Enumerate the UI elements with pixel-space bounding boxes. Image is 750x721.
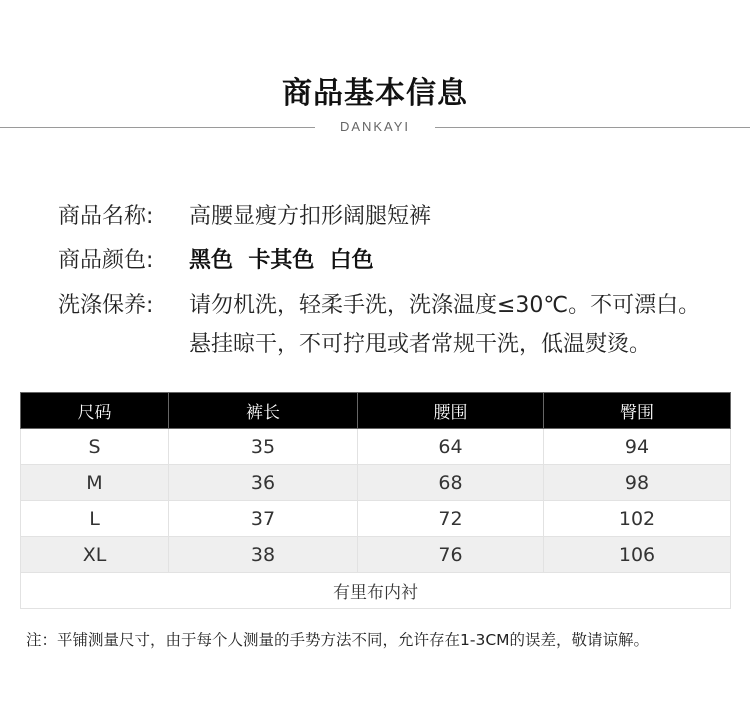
cell-length: 36 <box>169 465 358 501</box>
cell-waist: 72 <box>358 501 544 537</box>
table-row <box>21 465 731 501</box>
cell-hip: 94 <box>544 429 731 465</box>
care-row <box>58 288 700 319</box>
cell-size: M <box>21 465 169 501</box>
header-hip: 臀围 <box>544 393 731 429</box>
table-row <box>21 537 731 573</box>
product-color-value: 黑色 卡其色 白色 <box>189 248 374 273</box>
cell-waist: 64 <box>358 429 544 465</box>
cell-waist: 76 <box>358 537 544 573</box>
cell-length: 37 <box>169 501 358 537</box>
care-line-2: 悬挂晾干，不可拧甩或者常规干洗，低温熨烫。 <box>189 332 652 357</box>
cell-size: L <box>21 501 169 537</box>
header-size: 尺码 <box>21 393 169 429</box>
product-name-row <box>58 199 431 230</box>
table-row <box>21 501 731 537</box>
care-line-1: 请勿机洗，轻柔手洗，洗涤温度≤30℃。不可漂白。 <box>189 293 701 318</box>
product-name-value: 高腰显瘦方扣形阔腿短裤 <box>189 204 432 229</box>
page-title: 商品基本信息 <box>282 76 468 111</box>
cell-hip: 98 <box>544 465 731 501</box>
product-color-row <box>58 243 374 274</box>
divider-right <box>435 127 750 128</box>
cell-hip: 102 <box>544 501 731 537</box>
table-row <box>21 429 731 465</box>
care-label: 洗涤保养: <box>58 293 154 318</box>
cell-length: 35 <box>169 429 358 465</box>
size-table-header <box>21 393 731 429</box>
cell-hip: 106 <box>544 537 731 573</box>
lining-note: 有里布内衬 <box>21 573 731 609</box>
size-table <box>20 392 731 609</box>
cell-waist: 68 <box>358 465 544 501</box>
cell-length: 38 <box>169 537 358 573</box>
header-length: 裤长 <box>169 393 358 429</box>
cell-size: XL <box>21 537 169 573</box>
table-note-row <box>21 573 731 609</box>
product-name-label: 商品名称: <box>58 204 154 229</box>
measurement-footnote: 注：平铺测量尺寸，由于每个人测量的手势方法不同，允许存在1-3CM的误差，敬请谅解。 <box>26 631 650 649</box>
brand-name: DANKAYI <box>339 119 411 134</box>
cell-size: S <box>21 429 169 465</box>
product-color-label: 商品颜色: <box>58 248 154 273</box>
header-waist: 腰围 <box>358 393 544 429</box>
